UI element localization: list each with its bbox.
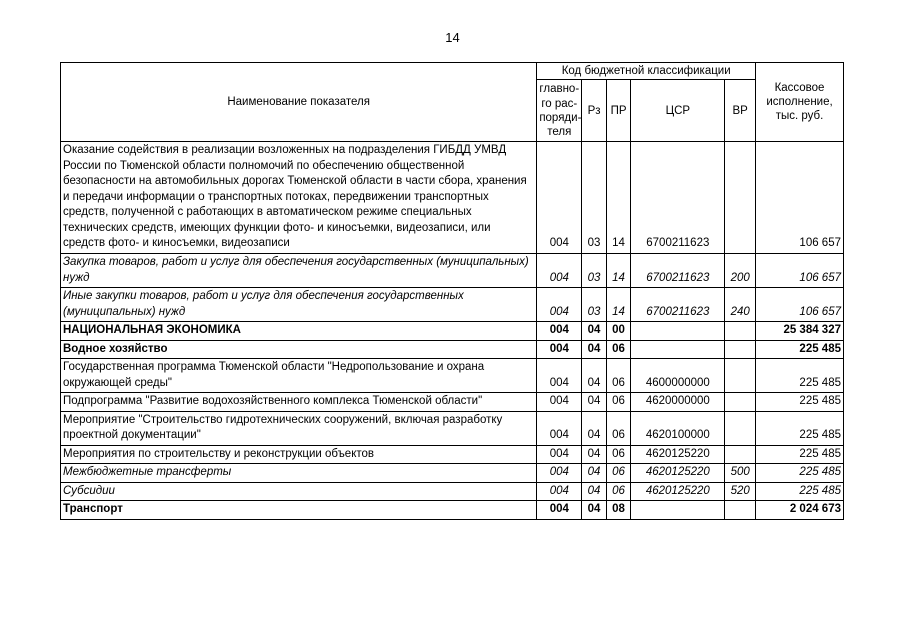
cell-csr [631,501,725,520]
cell-name: Мероприятия по строительству и реконструкции объектов [61,445,537,464]
budget-table [60,62,844,520]
cell-rz: 04 [582,393,607,412]
cell-pr: 06 [606,411,631,445]
cell-pr: 06 [606,482,631,501]
cell-vr: 520 [725,482,756,501]
cell-pr: 06 [606,445,631,464]
cell-csr [631,340,725,359]
cell-name: Оказание содействия в реализации возложенных на подразделения ГИБДД УМВД России по Тюменской области полномочий по обеспечению общественной безопасности на автомобильных дорогах Тюменской области в части сбора, хранения и передачи информации о транспортных потоках, передвижении транспортных средств, полученной с работающих в автоматическом режиме специальных технических средств, имеющих функции фото- и киносъемки, видеозаписи, или средств фото- и киносъемки, видеозаписи [61,142,537,254]
cell-csr: 6700211623 [631,142,725,254]
header-rz: Рз [582,80,607,142]
cell-csr: 4620125220 [631,482,725,501]
cell-csr: 4620125220 [631,445,725,464]
cell-sum: 225 485 [756,464,844,483]
cell-csr: 4620100000 [631,411,725,445]
table-row [61,322,844,341]
table-row [61,288,844,322]
cell-pr: 06 [606,464,631,483]
cell-glav: 004 [537,322,582,341]
cell-vr: 500 [725,464,756,483]
cell-rz: 04 [582,464,607,483]
cell-csr: 4620125220 [631,464,725,483]
cell-glav: 004 [537,464,582,483]
cell-csr [631,322,725,341]
cell-vr [725,359,756,393]
header-code-group: Код бюджетной классификации [537,63,756,80]
cell-sum: 25 384 327 [756,322,844,341]
cell-vr: 240 [725,288,756,322]
cell-csr: 6700211623 [631,288,725,322]
cell-vr: 200 [725,253,756,287]
table-row [61,393,844,412]
cell-glav: 004 [537,501,582,520]
page-number: 14 [445,30,460,45]
cell-glav: 004 [537,445,582,464]
cell-name: НАЦИОНАЛЬНАЯ ЭКОНОМИКА [61,322,537,341]
cell-rz: 03 [582,288,607,322]
cell-glav: 004 [537,411,582,445]
cell-glav: 004 [537,288,582,322]
cell-name: Субсидии [61,482,537,501]
cell-glav: 004 [537,253,582,287]
cell-pr: 08 [606,501,631,520]
cell-name: Закупка товаров, работ и услуг для обеспечения государственных (муниципальных) нужд [61,253,537,287]
cell-rz: 04 [582,482,607,501]
cell-name: Водное хозяйство [61,340,537,359]
table-row [61,340,844,359]
cell-name: Межбюджетные трансферты [61,464,537,483]
cell-sum: 106 657 [756,288,844,322]
table-body [61,142,844,519]
cell-sum: 225 485 [756,393,844,412]
table-row [61,482,844,501]
cell-csr: 4600000000 [631,359,725,393]
cell-csr: 6700211623 [631,253,725,287]
table-row [61,411,844,445]
cell-sum: 2 024 673 [756,501,844,520]
cell-sum: 225 485 [756,340,844,359]
table-row [61,445,844,464]
cell-pr: 14 [606,253,631,287]
cell-rz: 04 [582,445,607,464]
cell-name: Мероприятие "Строительство гидротехнических сооружений, включая разработку проектной документации" [61,411,537,445]
cell-name: Государственная программа Тюменской области "Недропользование и охрана окружающей среды" [61,359,537,393]
cell-pr: 14 [606,288,631,322]
cell-vr [725,411,756,445]
cell-rz: 04 [582,322,607,341]
cell-rz: 04 [582,359,607,393]
table-row [61,464,844,483]
table-row [61,253,844,287]
cell-glav: 004 [537,482,582,501]
cell-glav: 004 [537,393,582,412]
cell-sum: 225 485 [756,359,844,393]
table-row [61,142,844,254]
cell-sum: 225 485 [756,482,844,501]
cell-glav: 004 [537,359,582,393]
cell-pr: 00 [606,322,631,341]
cell-vr [725,340,756,359]
cell-rz: 03 [582,253,607,287]
cell-pr: 14 [606,142,631,254]
header-csr: ЦСР [631,80,725,142]
cell-name: Транспорт [61,501,537,520]
cell-name: Иные закупки товаров, работ и услуг для обеспечения государственных (муниципальных) нужд [61,288,537,322]
cell-vr [725,322,756,341]
cell-csr: 4620000000 [631,393,725,412]
cell-vr [725,142,756,254]
cell-rz: 03 [582,142,607,254]
cell-sum: 106 657 [756,142,844,254]
cell-pr: 06 [606,340,631,359]
table-row [61,501,844,520]
cell-rz: 04 [582,411,607,445]
cell-pr: 06 [606,393,631,412]
header-pr: ПР [606,80,631,142]
cell-name: Подпрограмма "Развитие водохозяйственного комплекса Тюменской области" [61,393,537,412]
cell-vr [725,445,756,464]
table-row [61,359,844,393]
header-sum: Кассовое исполнение, тыс. руб. [756,63,844,142]
cell-glav: 004 [537,142,582,254]
cell-pr: 06 [606,359,631,393]
cell-rz: 04 [582,501,607,520]
header-vr: ВР [725,80,756,142]
cell-rz: 04 [582,340,607,359]
table-header [61,63,844,142]
cell-vr [725,501,756,520]
cell-sum: 106 657 [756,253,844,287]
header-glav: главно- го рас- поряди- теля [537,80,582,142]
cell-sum: 225 485 [756,411,844,445]
cell-vr [725,393,756,412]
cell-glav: 004 [537,340,582,359]
cell-sum: 225 485 [756,445,844,464]
header-name: Наименование показателя [61,63,537,142]
